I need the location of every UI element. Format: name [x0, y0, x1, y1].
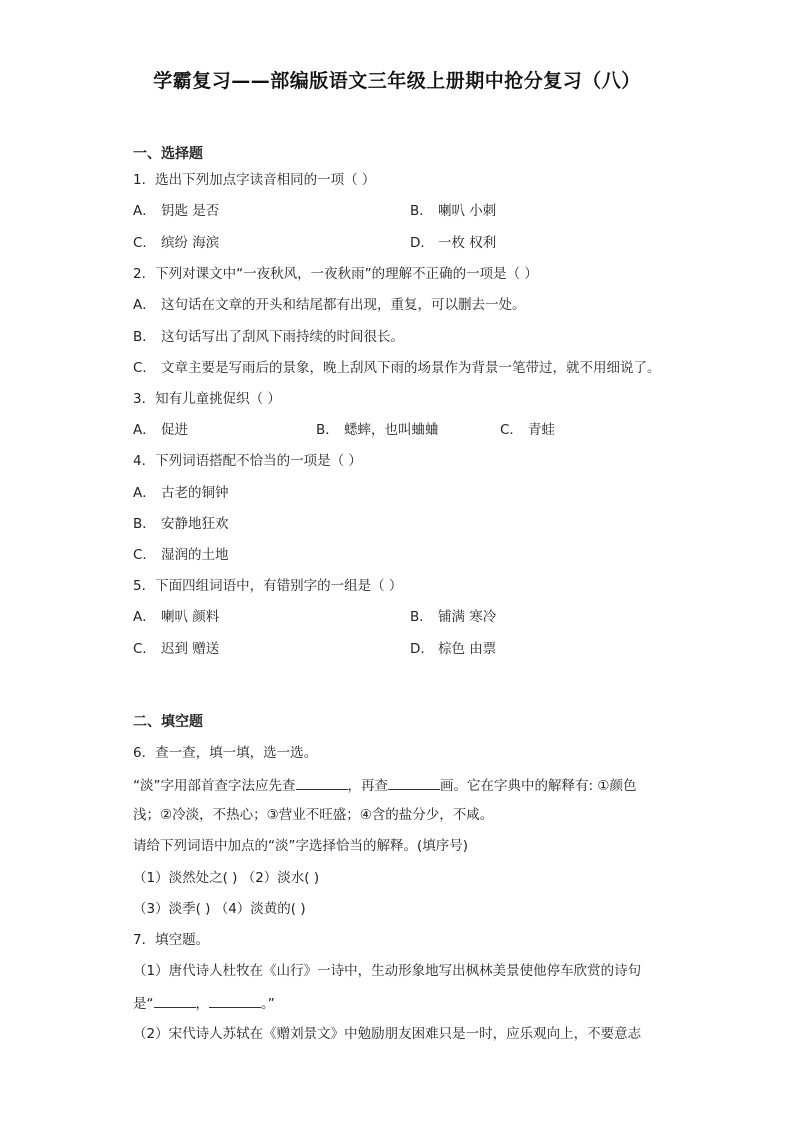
- question-7-line-2: 是“ ， 。”: [133, 993, 275, 1013]
- section-heading-choice: 一、选择题: [133, 146, 203, 162]
- question-6-line-5: （3）淡季( ) （4）淡黄的( ): [133, 901, 306, 917]
- question-6-line-2: 浅；②冷淡，不热心；③营业不旺盛；④含的盐分少，不咸。: [133, 807, 494, 823]
- question-3-option-b: B． 蟋蟀，也叫蛐蛐: [316, 422, 439, 438]
- question-3-option-c: C． 青蛙: [500, 422, 555, 438]
- question-1-option-c: C． 缤纷 海滨: [133, 235, 220, 251]
- question-5-option-a: A． 喇叭 颜料: [133, 609, 220, 625]
- question-6-line-1: “淡”字用部首查字法应先查 ，再查 画。它在字典中的解释有: ①颜色: [133, 775, 636, 795]
- question-2-option-c: C． 文章主要是写雨后的景象，晚上刮风下雨的场景作为背景一笔带过，就不用细说了。: [133, 360, 661, 376]
- question-6-line-3: 请给下列词语中加点的“淡”字选择恰当的解释。(填序号): [133, 838, 469, 854]
- question-1-option-b: B． 喇叭 小刺: [410, 203, 497, 219]
- question-1-option-a: A． 钥匙 是否: [133, 203, 220, 219]
- question-2-option-a: A． 这句话在文章的开头和结尾都有出现，重复，可以删去一处。: [133, 297, 526, 313]
- question-5-stem: 5．下面四组词语中，有错别字的一组是（ ）: [133, 578, 403, 594]
- question-1-stem: 1．选出下列加点字读音相同的一项（ ）: [133, 172, 376, 188]
- question-4-option-b: B． 安静地狂欢: [133, 516, 229, 532]
- question-4-option-a: A． 古老的铜钟: [133, 485, 229, 501]
- question-5-option-b: B． 铺满 寒冷: [410, 609, 497, 625]
- stroke-count-blank[interactable]: [388, 775, 440, 790]
- radical-blank[interactable]: [296, 775, 348, 790]
- question-1-option-d: D． 一枚 权利: [410, 235, 497, 251]
- question-5-option-d: D． 棕色 由票: [410, 641, 497, 657]
- question-2-stem: 2．下列对课文中“一夜秋风，一夜秋雨”的理解不正确的一项是（ ）: [133, 266, 538, 282]
- question-4-option-c: C． 湿润的土地: [133, 547, 229, 563]
- question-2-option-b: B． 这句话写出了刮风下雨持续的时间很长。: [133, 329, 404, 345]
- poem-line-blank-2[interactable]: [209, 993, 261, 1008]
- question-4-stem: 4．下列词语搭配不恰当的一项是（ ）: [133, 453, 362, 469]
- question-7-stem: 7．填空题。: [133, 932, 210, 948]
- question-6-line-4: （1）淡然处之( ) （2）淡水( ): [133, 870, 320, 886]
- question-6-stem: 6．查一查，填一填，选一选。: [133, 745, 318, 761]
- question-7-line-3: （2）宋代诗人苏轼在《赠刘景文》中勉励朋友困难只是一时，应乐观向上，不要意志: [133, 1026, 642, 1042]
- section-heading-fill: 二、填空题: [133, 714, 203, 730]
- question-3-stem: 3．知有儿童挑促织（ ）: [133, 391, 281, 407]
- page-title: 学霸复习——部编版语文三年级上册期中抢分复习（八）: [153, 70, 641, 92]
- question-7-line-1: （1）唐代诗人杜牧在《山行》一诗中，生动形象地写出枫林美景使他停车欣赏的诗句: [133, 963, 642, 979]
- question-5-option-c: C． 迟到 赠送: [133, 641, 220, 657]
- poem-line-blank-1[interactable]: [154, 993, 196, 1008]
- question-3-option-a: A． 促进: [133, 422, 188, 438]
